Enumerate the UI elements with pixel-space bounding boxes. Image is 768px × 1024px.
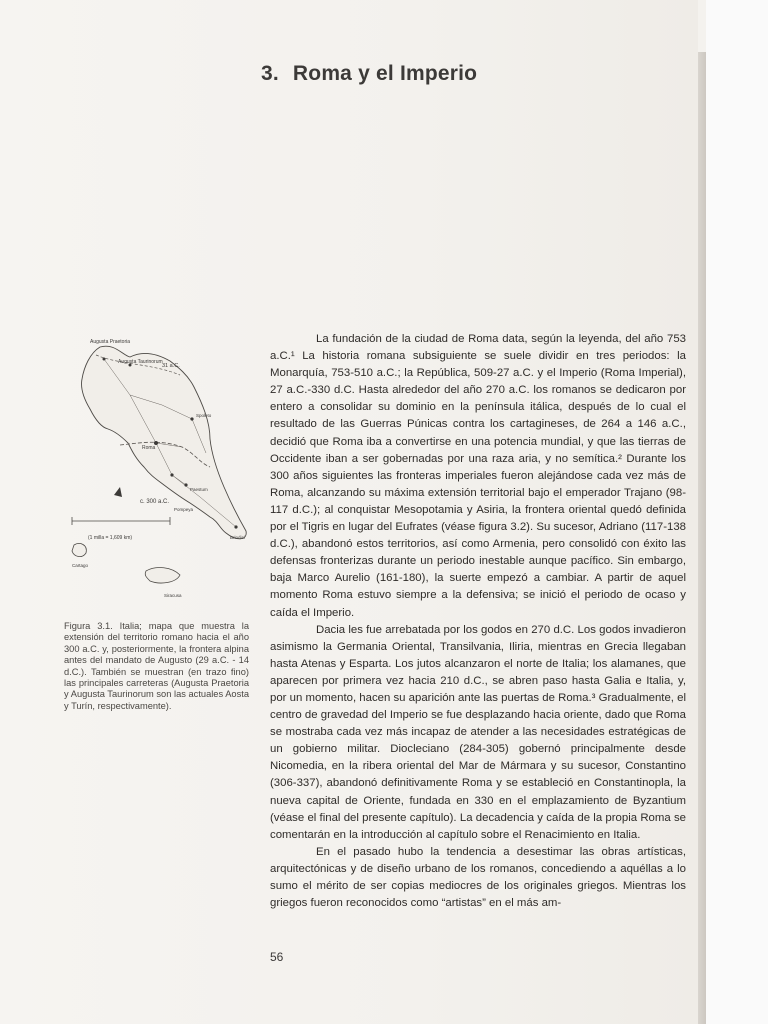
scan-margin [706,0,768,1024]
body-text [270,331,686,912]
page-number: 56 [270,950,284,964]
label-augusta-praetoria: Augusta Praetoria [90,339,131,345]
figure-caption-text: Figura 3.1. Italia; mapa que muestra la extensión del territorio romano hacia el año 300 a.C. y, posteriormente, la frontera alpina antes del mandato de Augusto (29 a.C. - 14 d.C.). También se muestran (en trazo fino) las principales carreteras (Augusta Praetoria y Augusta Taurinorum son las actuales Aosta y Turín, respectivamente). [64,621,249,711]
label-place-3: Brindisi [230,535,245,540]
chapter-title-text: Roma y el Imperio [292,62,478,85]
chapter-number: 3. [261,62,279,85]
label-place-1: Spoleto [196,413,212,418]
label-place-4: Cartago [72,563,89,568]
sardinia-outline [72,543,86,556]
north-arrow-icon [114,487,122,497]
label-date-north: 31 a.C. [162,363,180,369]
chapter-title [261,62,477,86]
paragraph: Dacia les fue arrebatada por los godos en 270 d.C. Los godos invadieron asimismo la Germania Oriental, Transilvania, Iliria, mientras en Grecia llegaban hasta Atenas y Esparta. Los jutos alcanzaron el norte de Italia; los alamanes, que aparecen por primera vez hacia 210 d.C., se abren paso hasta Galia e Italia, y, por un momento, hacen su aparición ante las puertas de Roma.³ Gradualmente, el centro de gravedad del Imperio se fue desplazando hacia oriente, dado que Roma se mostraba cada vez más incapaz de atender a las necesidades estratégicas de un gobierno militar. Diocleciano (284-305) gobernó principalmente desde Nicomedia, en la ribera oriental del Mar de Mármara y su sucesor, Constantino (306-337), abandonó definitivamente Roma y se estableció en Constantinopla, la nueva capital de Oriente, fundada en 330 en el emplazamiento de Byzantium (véase el final del presente capítulo). La decadencia y caída de la propia Roma se comentarán en la introducción al capítulo sobre el Renacimiento en Italia. [270,623,686,841]
label-date-south: c. 300 a.C. [140,499,170,505]
label-place-5: Siracusa [164,593,182,598]
figure-map-italy [60,335,260,615]
paragraph: La fundación de la ciudad de Roma data, según la leyenda, del año 753 a.C.¹ La historia romana subsiguiente se suele dividir en tres periodos: la Monarquía, 753-510 a.C.; la República, 509-27 a.C. y el Imperio (Roma Imperial), 27 a.C.-330 d.C. Hasta alrededor del año 270 a.C. los romanos se dedicaron por entero a consolidar su dominio en la península itálica, después de lo cual el resultado de las Guerras Púnicas contra los cartagineses, de 264 a 146 a.C., decidió que Roma iba a convertirse en una potencia mundial, y que las tierras de Occidente iban a ser gobernadas por una raza aria, y no semítica.² Durante los 300 años siguientes las fronteras imperiales fueron alejándose cada vez más de Roma, alcanzando su máxima extensión territorial bajo el emperador Trajano (98-117 d.C.); al conquistar Mesopotamia y Asiria, la frontera oriental quedó definida por el Tigris en lugar del Eufrates (véase figura 3.2). Su sucesor, Adriano (117-138 d.C.), abandonó estos territorios, así como Armenia, pero consolidó con éxito las defensas fronterizas durante un periodo inestable aunque pacífico. Sin embargo, baja Marco Aurelio (161-180), la suerte empezó a cambiar. A partir de aquel momento Roma estuvo siempre a la defensiva; se inició el periodo de ocaso y caída el Imperio. [270,333,686,619]
label-scale: (1 milla = 1,609 km) [88,535,133,541]
paragraph: En el pasado hubo la tendencia a desestimar las obras artísticas, arquitectónicas y de diseño urbano de los romanos, concediendo a aquéllas a lo sumo el mérito de ser copias mediocres de los originales griegos. Mientras los griegos fueron reconocidos como “artistas” en el más am- [270,845,686,910]
label-place-2: Paestum [190,487,208,492]
label-augusta-taurinorum: Augusta Taurinorum [118,359,163,365]
italy-map-drawing [60,335,260,615]
label-roma: Roma [142,445,156,451]
sicily-outline [145,568,180,583]
label-place-6: Pompeya [174,507,194,512]
figure-caption [64,621,249,712]
